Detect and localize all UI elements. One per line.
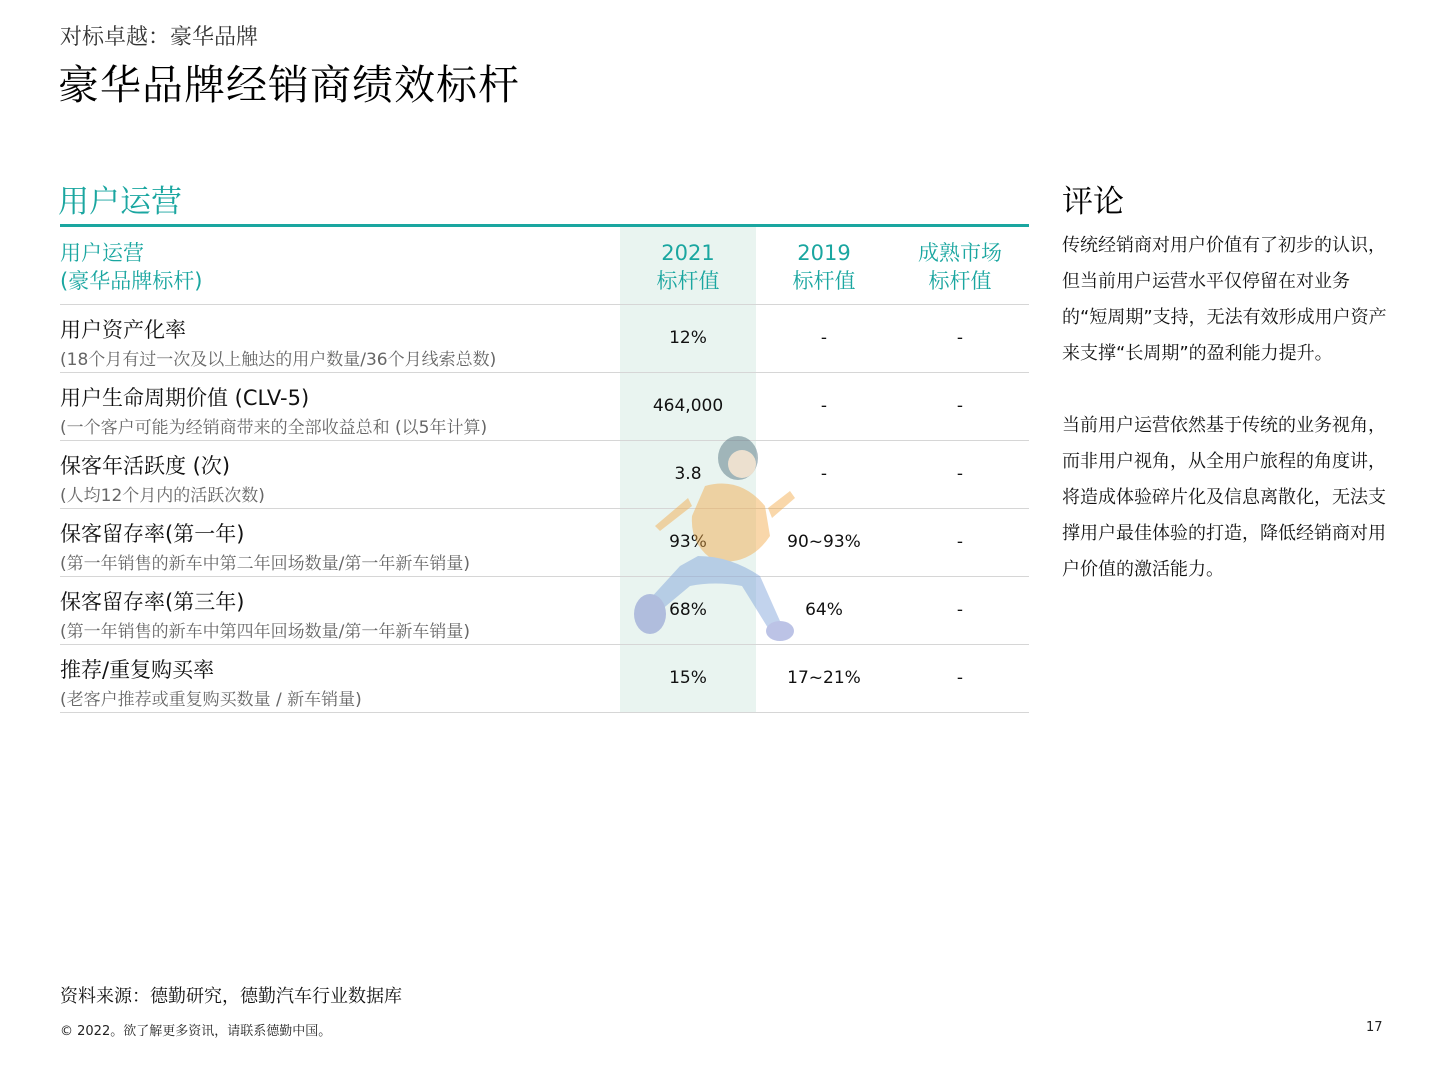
cell-mature: -	[956, 600, 964, 620]
comment-title: 评论	[1062, 184, 1124, 220]
header-left-label	[60, 239, 202, 295]
cell-2019: -	[820, 396, 828, 416]
header-left-line1: 用户运营	[60, 241, 144, 265]
header-col-line2: 标杆值	[928, 269, 992, 293]
cell-2019: 17~21%	[787, 668, 861, 688]
row-subtitle: (第一年销售的新车中第四年回场数量/第一年新车销量)	[60, 622, 470, 642]
table-header	[60, 227, 1029, 305]
cell-mature: -	[956, 396, 964, 416]
row-subtitle: (一个客户可能为经销商带来的全部收益总和 (以5年计算)	[60, 418, 488, 438]
cell-2021: 12%	[669, 328, 707, 348]
cell-2019: 90~93%	[787, 532, 861, 552]
running-person-illustration	[620, 436, 800, 646]
comment-paragraph: 传统经销商对用户价值有了初步的认识，但当前用户运营水平仅停留在对业务的“短周期”支持，无法有效形成用户资产来支撑“长周期”的盈利能力提升。	[1062, 235, 1387, 364]
cell-2019: 64%	[805, 600, 843, 620]
page-kicker: 对标卓越：豪华品牌	[60, 25, 259, 50]
cell-2021: 464,000	[652, 396, 724, 416]
table-row	[60, 577, 1029, 645]
row-subtitle: (人均12个月内的活跃次数)	[60, 486, 265, 506]
row-subtitle: (第一年销售的新车中第二年回场数量/第一年新车销量)	[60, 554, 470, 574]
row-title: 用户资产化率	[60, 318, 186, 342]
comment-paragraph: 当前用户运营依然基于传统的业务视角，而非用户视角，从全用户旅程的角度讲，将造成体验碎片化及信息离散化，无法支撑用户最佳体验的打造，降低经销商对用户价值的激活能力。	[1062, 415, 1386, 580]
cell-2019: -	[820, 328, 828, 348]
cell-2021: 68%	[669, 600, 707, 620]
header-left-line2: (豪华品牌标杆)	[60, 269, 203, 293]
row-title: 保客年活跃度 (次)	[60, 454, 231, 478]
cell-2019: -	[820, 464, 828, 484]
header-col-line1: 2019	[797, 241, 851, 265]
cell-mature: -	[956, 464, 964, 484]
copyright: © 2022。欲了解更多资讯，请联系德勤中国。	[60, 1024, 332, 1039]
section-title: 用户运营	[58, 184, 182, 220]
header-col-2021	[620, 239, 756, 295]
table-row	[60, 441, 1029, 509]
comment-body	[1062, 228, 1388, 624]
header-col-line1: 2021	[661, 241, 715, 265]
source-note: 资料来源：德勤研究，德勤汽车行业数据库	[60, 986, 402, 1007]
header-col-line2: 标杆值	[656, 269, 720, 293]
row-title: 推荐/重复购买率	[60, 658, 215, 682]
page-number: 17	[1366, 1020, 1383, 1035]
header-col-line1: 成熟市场	[918, 241, 1002, 265]
table-row	[60, 509, 1029, 577]
header-col-2019	[756, 239, 892, 295]
table-row	[60, 373, 1029, 441]
cell-2021: 15%	[669, 668, 707, 688]
benchmark-table	[60, 227, 1029, 713]
row-subtitle: (18个月有过一次及以上触达的用户数量/36个月线索总数)	[60, 350, 497, 370]
cell-2021: 3.8	[674, 464, 702, 484]
header-col-line2: 标杆值	[792, 269, 856, 293]
cell-mature: -	[956, 668, 964, 688]
table-row	[60, 645, 1029, 713]
header-col-mature	[892, 239, 1028, 295]
cell-mature: -	[956, 532, 964, 552]
row-title: 用户生命周期价值 (CLV-5)	[60, 386, 310, 410]
cell-mature: -	[956, 328, 964, 348]
page-title: 豪华品牌经销商绩效标杆	[58, 61, 520, 109]
row-title: 保客留存率(第一年)	[60, 522, 245, 546]
cell-2021: 93%	[669, 532, 707, 552]
table-row	[60, 305, 1029, 373]
row-subtitle: (老客户推荐或重复购买数量 / 新车销量)	[60, 690, 362, 710]
row-title: 保客留存率(第三年)	[60, 590, 245, 614]
